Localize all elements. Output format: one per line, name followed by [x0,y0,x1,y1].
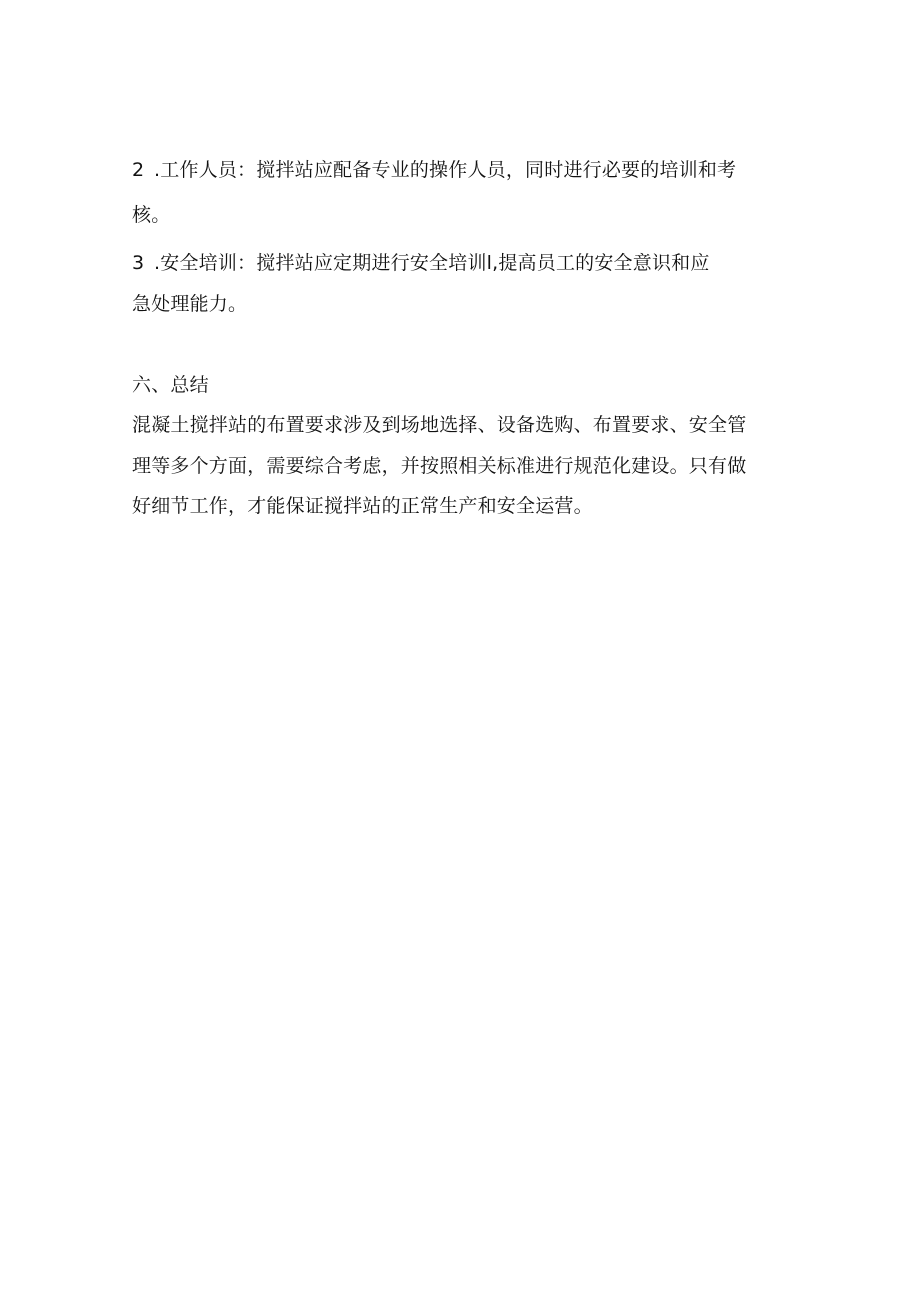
section-heading: 六、总结 [132,374,209,396]
list-item-2-line-1 [132,158,736,182]
list-item-number: 2 [132,159,145,181]
list-item-text: .安全培训：搅拌站应定期进行安全培训l,提高员工的安全意识和应 [154,252,710,274]
list-item-2-line-2: 核。 [132,204,171,226]
paragraph-line: 混凝土搅拌站的布置要求涉及到场地选择、设备选购、布置要求、安全管 [132,414,747,436]
list-item-3-line-1 [132,251,710,275]
paragraph-line: 好细节工作，才能保证搅拌站的正常生产和安全运营。 [132,495,593,517]
list-item-number: 3 [132,252,145,274]
list-item-text: .工作人员：搅拌站应配备专业的操作人员，同时进行必要的培训和考 [154,159,737,181]
list-item-3-line-2: 急处理能力。 [132,293,248,315]
paragraph-line: 理等多个方面，需要综合考虑，并按照相关标准进行规范化建设。只有做 [132,455,747,477]
